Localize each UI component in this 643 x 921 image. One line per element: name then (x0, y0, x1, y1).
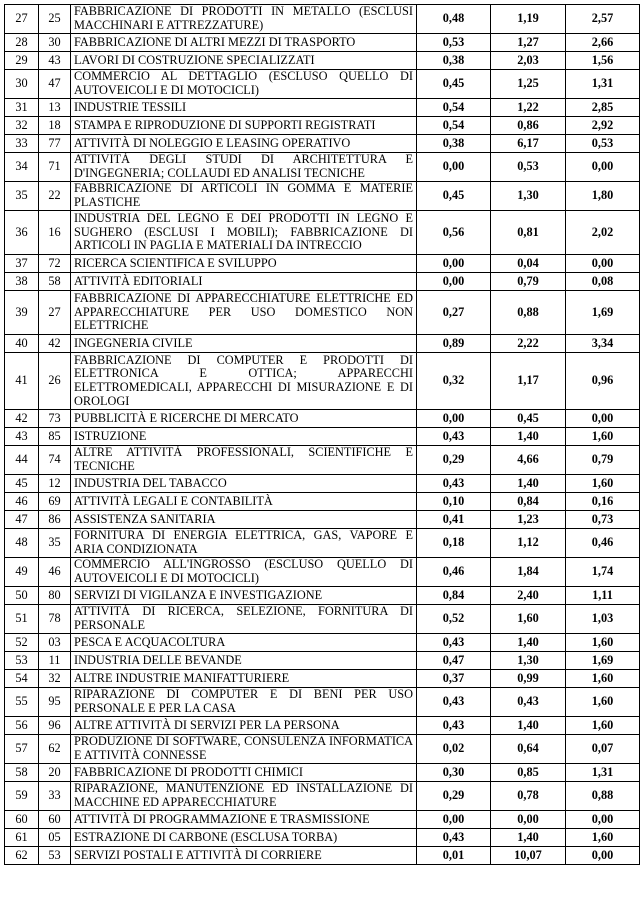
rank-cell: 32 (5, 117, 39, 135)
value-1-cell: 0,52 (417, 605, 491, 634)
value-1-cell: 0,38 (417, 52, 491, 70)
rank-cell: 38 (5, 273, 39, 291)
rank-cell: 57 (5, 735, 39, 764)
ateco-code-cell: 33 (39, 782, 71, 811)
value-3-cell: 1,74 (566, 558, 640, 587)
value-1-cell: 0,00 (417, 153, 491, 182)
table-row (5, 273, 640, 291)
ateco-code-cell: 11 (39, 652, 71, 670)
rank-cell: 61 (5, 829, 39, 847)
value-1-cell: 0,43 (417, 717, 491, 735)
table-row (5, 511, 640, 529)
value-1-cell: 0,43 (417, 428, 491, 446)
table-row (5, 670, 640, 688)
description-cell: RIPARAZIONE DI COMPUTER E DI BENI PER USO PERSONALE E PER LA CASA (71, 688, 417, 717)
description-cell: FABBRICAZIONE DI COMPUTER E PRODOTTI DI ELETTRONICA E OTTICA; APPARECCHI ELETTROMEDICALI, APPARECCHI DI MISURAZIONE E DI OROLOGI (71, 353, 417, 410)
table-row (5, 34, 640, 52)
rank-cell: 34 (5, 153, 39, 182)
value-1-cell: 0,27 (417, 291, 491, 335)
rank-cell: 30 (5, 70, 39, 99)
value-2-cell: 1,17 (491, 353, 566, 410)
description-cell: ESTRAZIONE DI CARBONE (ESCLUSA TORBA) (71, 829, 417, 847)
value-1-cell: 0,38 (417, 135, 491, 153)
rank-cell: 55 (5, 688, 39, 717)
value-3-cell: 0,46 (566, 529, 640, 558)
table-row (5, 99, 640, 117)
value-2-cell: 0,64 (491, 735, 566, 764)
rank-cell: 28 (5, 34, 39, 52)
ateco-code-cell: 47 (39, 70, 71, 99)
ateco-code-cell: 18 (39, 117, 71, 135)
ateco-code-cell: 32 (39, 670, 71, 688)
description-cell: ALTRE ATTIVITÀ DI SERVIZI PER LA PERSONA (71, 717, 417, 735)
ateco-code-cell: 80 (39, 587, 71, 605)
table-row (5, 493, 640, 511)
value-2-cell: 1,60 (491, 605, 566, 634)
ateco-code-cell: 96 (39, 717, 71, 735)
value-2-cell: 1,25 (491, 70, 566, 99)
value-3-cell: 0,16 (566, 493, 640, 511)
description-cell: ATTIVITÀ DI PROGRAMMAZIONE E TRASMISSIONE (71, 811, 417, 829)
description-cell: ASSISTENZA SANITARIA (71, 511, 417, 529)
value-2-cell: 2,03 (491, 52, 566, 70)
rank-cell: 37 (5, 255, 39, 273)
ateco-code-cell: 03 (39, 634, 71, 652)
value-3-cell: 0,73 (566, 511, 640, 529)
value-1-cell: 0,00 (417, 410, 491, 428)
description-cell: FABBRICAZIONE DI PRODOTTI IN METALLO (ESCLUSI MACCHINARI E ATTREZZATURE) (71, 5, 417, 34)
value-3-cell: 1,80 (566, 182, 640, 211)
description-cell: RIPARAZIONE, MANUTENZIONE ED INSTALLAZIONE DI MACCHINE ED APPARECCHIATURE (71, 782, 417, 811)
value-1-cell: 0,41 (417, 511, 491, 529)
value-2-cell: 1,40 (491, 428, 566, 446)
table-row (5, 688, 640, 717)
value-2-cell: 2,22 (491, 335, 566, 353)
value-1-cell: 0,53 (417, 34, 491, 52)
value-2-cell: 0,04 (491, 255, 566, 273)
value-1-cell: 0,45 (417, 182, 491, 211)
value-3-cell: 1,60 (566, 428, 640, 446)
ateco-code-cell: 05 (39, 829, 71, 847)
rank-cell: 49 (5, 558, 39, 587)
value-3-cell: 2,57 (566, 5, 640, 34)
value-3-cell: 1,69 (566, 291, 640, 335)
table-row (5, 558, 640, 587)
description-cell: INDUSTRIA DELLE BEVANDE (71, 652, 417, 670)
rank-cell: 29 (5, 52, 39, 70)
value-1-cell: 0,89 (417, 335, 491, 353)
table-row (5, 652, 640, 670)
value-3-cell: 1,56 (566, 52, 640, 70)
value-1-cell: 0,00 (417, 811, 491, 829)
value-3-cell: 0,00 (566, 410, 640, 428)
rank-cell: 59 (5, 782, 39, 811)
value-3-cell: 0,07 (566, 735, 640, 764)
description-cell: INGEGNERIA CIVILE (71, 335, 417, 353)
rank-cell: 44 (5, 446, 39, 475)
value-2-cell: 1,84 (491, 558, 566, 587)
rank-cell: 52 (5, 634, 39, 652)
value-1-cell: 0,47 (417, 652, 491, 670)
value-2-cell: 0,79 (491, 273, 566, 291)
ateco-code-cell: 85 (39, 428, 71, 446)
value-1-cell: 0,32 (417, 353, 491, 410)
table-row (5, 735, 640, 764)
ateco-code-cell: 35 (39, 529, 71, 558)
rank-cell: 39 (5, 291, 39, 335)
value-1-cell: 0,00 (417, 255, 491, 273)
rank-cell: 36 (5, 211, 39, 255)
description-cell: SERVIZI POSTALI E ATTIVITÀ DI CORRIERE (71, 847, 417, 865)
ateco-code-cell: 77 (39, 135, 71, 153)
rank-cell: 56 (5, 717, 39, 735)
rank-cell: 48 (5, 529, 39, 558)
ateco-code-cell: 62 (39, 735, 71, 764)
ateco-code-cell: 27 (39, 291, 71, 335)
value-3-cell: 2,66 (566, 34, 640, 52)
value-2-cell: 1,40 (491, 717, 566, 735)
value-2-cell: 1,40 (491, 829, 566, 847)
table-row (5, 52, 640, 70)
ateco-code-cell: 25 (39, 5, 71, 34)
value-3-cell: 0,79 (566, 446, 640, 475)
table-row (5, 829, 640, 847)
ateco-code-cell: 58 (39, 273, 71, 291)
value-1-cell: 0,43 (417, 475, 491, 493)
sector-table (4, 4, 640, 865)
value-1-cell: 0,00 (417, 273, 491, 291)
description-cell: RICERCA SCIENTIFICA E SVILUPPO (71, 255, 417, 273)
description-cell: SERVIZI DI VIGILANZA E INVESTIGAZIONE (71, 587, 417, 605)
value-2-cell: 0,78 (491, 782, 566, 811)
rank-cell: 33 (5, 135, 39, 153)
value-3-cell: 3,34 (566, 335, 640, 353)
table-row (5, 847, 640, 865)
table-row (5, 211, 640, 255)
ateco-code-cell: 30 (39, 34, 71, 52)
table-row (5, 335, 640, 353)
value-2-cell: 4,66 (491, 446, 566, 475)
description-cell: FABBRICAZIONE DI ARTICOLI IN GOMMA E MATERIE PLASTICHE (71, 182, 417, 211)
table-row (5, 634, 640, 652)
description-cell: INDUSTRIA DEL TABACCO (71, 475, 417, 493)
rank-cell: 50 (5, 587, 39, 605)
value-3-cell: 0,00 (566, 153, 640, 182)
value-1-cell: 0,48 (417, 5, 491, 34)
value-1-cell: 0,01 (417, 847, 491, 865)
table-row (5, 255, 640, 273)
ateco-code-cell: 53 (39, 847, 71, 865)
ateco-code-cell: 20 (39, 764, 71, 782)
value-3-cell: 0,00 (566, 255, 640, 273)
value-3-cell: 0,88 (566, 782, 640, 811)
value-3-cell: 1,11 (566, 587, 640, 605)
description-cell: ATTIVITÀ LEGALI E CONTABILITÀ (71, 493, 417, 511)
value-2-cell: 0,85 (491, 764, 566, 782)
description-cell: COMMERCIO AL DETTAGLIO (ESCLUSO QUELLO DI AUTOVEICOLI E DI MOTOCICLI) (71, 70, 417, 99)
value-2-cell: 1,40 (491, 634, 566, 652)
description-cell: ATTIVITÀ DI NOLEGGIO E LEASING OPERATIVO (71, 135, 417, 153)
value-2-cell: 0,99 (491, 670, 566, 688)
value-2-cell: 1,27 (491, 34, 566, 52)
table-row (5, 5, 640, 34)
value-1-cell: 0,43 (417, 634, 491, 652)
table-row (5, 117, 640, 135)
rank-cell: 58 (5, 764, 39, 782)
rank-cell: 40 (5, 335, 39, 353)
table-row (5, 782, 640, 811)
document-page (4, 4, 639, 865)
value-2-cell: 1,23 (491, 511, 566, 529)
value-1-cell: 0,43 (417, 829, 491, 847)
ateco-code-cell: 46 (39, 558, 71, 587)
value-3-cell: 1,31 (566, 764, 640, 782)
value-3-cell: 0,08 (566, 273, 640, 291)
value-2-cell: 0,45 (491, 410, 566, 428)
ateco-code-cell: 74 (39, 446, 71, 475)
value-3-cell: 1,60 (566, 634, 640, 652)
value-2-cell: 1,22 (491, 99, 566, 117)
description-cell: INDUSTRIE TESSILI (71, 99, 417, 117)
rank-cell: 43 (5, 428, 39, 446)
rank-cell: 41 (5, 353, 39, 410)
rank-cell: 54 (5, 670, 39, 688)
ateco-code-cell: 78 (39, 605, 71, 634)
description-cell: FORNITURA DI ENERGIA ELETTRICA, GAS, VAPORE E ARIA CONDIZIONATA (71, 529, 417, 558)
description-cell: PESCA E ACQUACOLTURA (71, 634, 417, 652)
ateco-code-cell: 73 (39, 410, 71, 428)
description-cell: ATTIVITÀ DEGLI STUDI DI ARCHITETTURA E D'INGEGNERIA; COLLAUDI ED ANALISI TECNICHE (71, 153, 417, 182)
value-1-cell: 0,02 (417, 735, 491, 764)
rank-cell: 51 (5, 605, 39, 634)
description-cell: INDUSTRIA DEL LEGNO E DEI PRODOTTI IN LEGNO E SUGHERO (ESCLUSI I MOBILI); FABBRICAZIONE DI ARTICOLI IN PAGLIA E MATERIALI DA INTRECCIO (71, 211, 417, 255)
value-3-cell: 1,60 (566, 829, 640, 847)
rank-cell: 46 (5, 493, 39, 511)
table-row (5, 353, 640, 410)
rank-cell: 35 (5, 182, 39, 211)
value-1-cell: 0,54 (417, 117, 491, 135)
value-3-cell: 0,00 (566, 811, 640, 829)
ateco-code-cell: 69 (39, 493, 71, 511)
value-2-cell: 2,40 (491, 587, 566, 605)
rank-cell: 31 (5, 99, 39, 117)
table-row (5, 70, 640, 99)
description-cell: STAMPA E RIPRODUZIONE DI SUPPORTI REGISTRATI (71, 117, 417, 135)
value-3-cell: 1,69 (566, 652, 640, 670)
table-body (5, 5, 640, 865)
value-2-cell: 0,00 (491, 811, 566, 829)
table-row (5, 764, 640, 782)
description-cell: PRODUZIONE DI SOFTWARE, CONSULENZA INFORMATICA E ATTIVITÀ CONNESSE (71, 735, 417, 764)
table-row (5, 717, 640, 735)
value-1-cell: 0,29 (417, 782, 491, 811)
ateco-code-cell: 26 (39, 353, 71, 410)
rank-cell: 62 (5, 847, 39, 865)
value-1-cell: 0,10 (417, 493, 491, 511)
ateco-code-cell: 95 (39, 688, 71, 717)
ateco-code-cell: 60 (39, 811, 71, 829)
rank-cell: 42 (5, 410, 39, 428)
description-cell: ALTRE ATTIVITÀ PROFESSIONALI, SCIENTIFICHE E TECNICHE (71, 446, 417, 475)
rank-cell: 60 (5, 811, 39, 829)
value-3-cell: 1,31 (566, 70, 640, 99)
table-row (5, 135, 640, 153)
value-3-cell: 1,60 (566, 688, 640, 717)
table-row (5, 605, 640, 634)
description-cell: ALTRE INDUSTRIE MANIFATTURIERE (71, 670, 417, 688)
value-2-cell: 0,84 (491, 493, 566, 511)
description-cell: ISTRUZIONE (71, 428, 417, 446)
value-3-cell: 1,60 (566, 717, 640, 735)
value-2-cell: 1,30 (491, 652, 566, 670)
table-row (5, 153, 640, 182)
table-row (5, 529, 640, 558)
value-2-cell: 0,88 (491, 291, 566, 335)
ateco-code-cell: 12 (39, 475, 71, 493)
ateco-code-cell: 71 (39, 153, 71, 182)
table-row (5, 587, 640, 605)
value-3-cell: 0,53 (566, 135, 640, 153)
description-cell: PUBBLICITÀ E RICERCHE DI MERCATO (71, 410, 417, 428)
value-3-cell: 2,02 (566, 211, 640, 255)
value-1-cell: 0,37 (417, 670, 491, 688)
value-1-cell: 0,45 (417, 70, 491, 99)
ateco-code-cell: 22 (39, 182, 71, 211)
value-2-cell: 1,12 (491, 529, 566, 558)
ateco-code-cell: 43 (39, 52, 71, 70)
description-cell: FABBRICAZIONE DI PRODOTTI CHIMICI (71, 764, 417, 782)
value-1-cell: 0,46 (417, 558, 491, 587)
value-3-cell: 0,96 (566, 353, 640, 410)
table-row (5, 446, 640, 475)
value-2-cell: 1,40 (491, 475, 566, 493)
table-row (5, 410, 640, 428)
value-2-cell: 6,17 (491, 135, 566, 153)
description-cell: ATTIVITÀ EDITORIALI (71, 273, 417, 291)
ateco-code-cell: 86 (39, 511, 71, 529)
value-2-cell: 10,07 (491, 847, 566, 865)
value-3-cell: 2,92 (566, 117, 640, 135)
table-row (5, 182, 640, 211)
table-row (5, 811, 640, 829)
value-1-cell: 0,54 (417, 99, 491, 117)
value-1-cell: 0,56 (417, 211, 491, 255)
value-1-cell: 0,30 (417, 764, 491, 782)
rank-cell: 53 (5, 652, 39, 670)
description-cell: FABBRICAZIONE DI APPARECCHIATURE ELETTRICHE ED APPARECCHIATURE PER USO DOMESTICO NON ELETTRICHE (71, 291, 417, 335)
table-row (5, 475, 640, 493)
rank-cell: 27 (5, 5, 39, 34)
value-3-cell: 1,60 (566, 670, 640, 688)
rank-cell: 45 (5, 475, 39, 493)
value-1-cell: 0,29 (417, 446, 491, 475)
description-cell: LAVORI DI COSTRUZIONE SPECIALIZZATI (71, 52, 417, 70)
value-1-cell: 0,18 (417, 529, 491, 558)
value-1-cell: 0,84 (417, 587, 491, 605)
ateco-code-cell: 13 (39, 99, 71, 117)
value-3-cell: 2,85 (566, 99, 640, 117)
description-cell: FABBRICAZIONE DI ALTRI MEZZI DI TRASPORTO (71, 34, 417, 52)
value-3-cell: 1,60 (566, 475, 640, 493)
table-row (5, 291, 640, 335)
value-2-cell: 1,19 (491, 5, 566, 34)
value-3-cell: 0,00 (566, 847, 640, 865)
ateco-code-cell: 42 (39, 335, 71, 353)
table-row (5, 428, 640, 446)
value-1-cell: 0,43 (417, 688, 491, 717)
ateco-code-cell: 72 (39, 255, 71, 273)
value-2-cell: 1,30 (491, 182, 566, 211)
value-2-cell: 0,86 (491, 117, 566, 135)
value-2-cell: 0,53 (491, 153, 566, 182)
rank-cell: 47 (5, 511, 39, 529)
ateco-code-cell: 16 (39, 211, 71, 255)
value-3-cell: 1,03 (566, 605, 640, 634)
value-2-cell: 0,43 (491, 688, 566, 717)
value-2-cell: 0,81 (491, 211, 566, 255)
description-cell: ATTIVITÀ DI RICERCA, SELEZIONE, FORNITURA DI PERSONALE (71, 605, 417, 634)
description-cell: COMMERCIO ALL'INGROSSO (ESCLUSO QUELLO DI AUTOVEICOLI E DI MOTOCICLI) (71, 558, 417, 587)
